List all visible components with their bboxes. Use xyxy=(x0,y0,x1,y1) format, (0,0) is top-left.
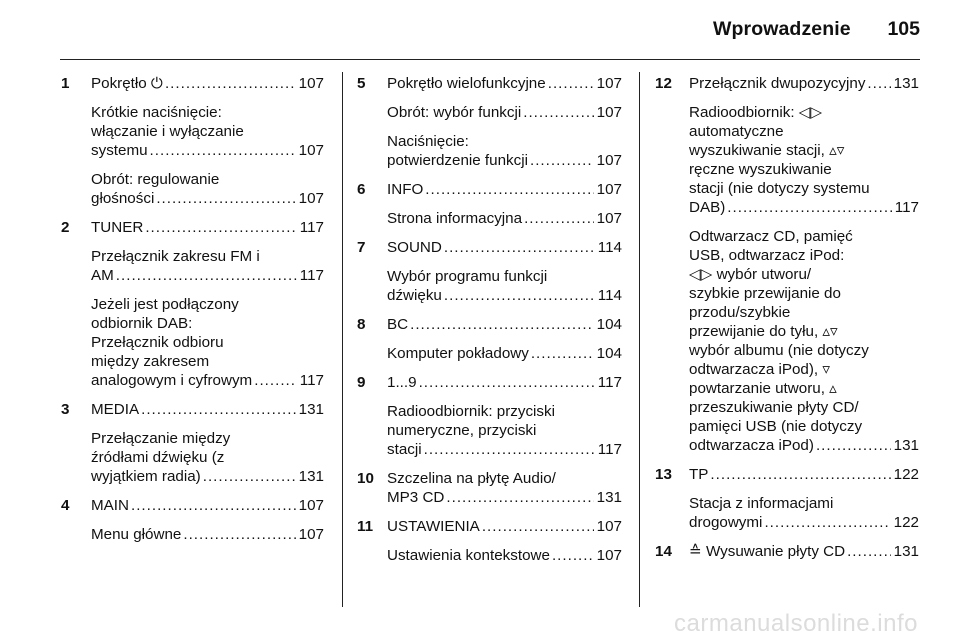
page-reference: 107 xyxy=(596,181,622,198)
toc-subentry xyxy=(655,494,919,532)
entry-leader-line xyxy=(91,74,324,93)
entry-text-line: Naciśnięcie: xyxy=(387,133,469,150)
page-reference: 131 xyxy=(893,543,919,560)
page-reference: 107 xyxy=(596,104,622,121)
entry-text-line: Radioodbiornik: przyciski xyxy=(387,403,555,420)
page-reference: 107 xyxy=(596,518,622,535)
dot-leader xyxy=(816,436,891,455)
dot-leader xyxy=(530,151,594,170)
entry-text-line: Ustawienia kontekstowe xyxy=(387,547,550,564)
entry-text-line: systemu xyxy=(91,142,148,159)
entry-text-line: Wybór programu funkcji xyxy=(387,268,548,285)
page-reference: 117 xyxy=(597,441,622,458)
dot-leader xyxy=(410,315,594,334)
entry-leader-line xyxy=(91,371,324,390)
entry-text-line: Przełącznik dwupozycyjny xyxy=(689,75,866,92)
toc-subentry xyxy=(61,170,324,208)
toc-subentry xyxy=(357,267,622,305)
entry-leader-line xyxy=(387,151,622,170)
page-reference: 131 xyxy=(298,401,324,418)
entry-leader-line xyxy=(91,400,324,419)
dot-leader xyxy=(444,238,595,257)
page-reference: 117 xyxy=(299,372,324,389)
dot-leader xyxy=(867,74,890,93)
dot-leader xyxy=(156,189,295,208)
entry-number: 2 xyxy=(61,219,70,236)
entry-leader-line xyxy=(387,238,622,257)
toc-entry-3 xyxy=(61,400,324,419)
entry-text-line: między zakresem xyxy=(91,353,210,370)
toc-subentry xyxy=(61,295,324,390)
entry-leader-line xyxy=(387,440,622,459)
entry-text-line: Szczelina na płytę Audio/ xyxy=(387,470,556,487)
entry-text-line: wyjątkiem radia) xyxy=(91,468,201,485)
entry-leader-line xyxy=(387,517,622,536)
page-reference: 117 xyxy=(894,199,919,216)
entry-text-line: ◁▷ wybór utworu/ xyxy=(689,266,812,283)
entry-leader-line xyxy=(689,542,919,561)
entry-number: 14 xyxy=(655,543,672,560)
page-reference: 107 xyxy=(596,210,622,227)
page-reference: 114 xyxy=(597,239,622,256)
entry-text-line: automatyczne xyxy=(689,123,784,140)
entry-number: 6 xyxy=(357,181,366,198)
page-reference: 107 xyxy=(298,526,324,543)
entry-number: 9 xyxy=(357,374,366,391)
entry-text-line: wybór albumu (nie dotyczy xyxy=(689,342,869,359)
entry-number: 11 xyxy=(357,518,374,535)
column-1 xyxy=(61,74,324,554)
dot-leader xyxy=(145,218,296,237)
toc-subentry xyxy=(61,247,324,285)
entry-text-line: INFO xyxy=(387,181,424,198)
page-reference: 117 xyxy=(597,374,622,391)
page-reference: 131 xyxy=(298,468,324,485)
page-reference: 107 xyxy=(298,497,324,514)
column-divider-2 xyxy=(639,72,640,607)
entry-number: 12 xyxy=(655,75,672,92)
page-reference: 107 xyxy=(596,547,622,564)
page-reference: 104 xyxy=(596,345,622,362)
entry-leader-line xyxy=(689,198,919,217)
entry-number: 5 xyxy=(357,75,366,92)
toc-entry-10 xyxy=(357,469,622,507)
entry-text-line: odtwarzacza iPod) xyxy=(689,437,814,454)
entry-leader-line xyxy=(91,141,324,160)
toc-subentry xyxy=(61,525,324,544)
entry-leader-line xyxy=(387,344,622,363)
page-reference: 107 xyxy=(298,190,324,207)
entry-text-line: Obrót: wybór funkcji xyxy=(387,104,522,121)
entry-text-line: potwierdzenie funkcji xyxy=(387,152,528,169)
toc-subentry xyxy=(357,103,622,122)
entry-text-line: ≙ Wysuwanie płyty CD xyxy=(689,543,846,560)
entry-number: 1 xyxy=(61,75,70,92)
entry-text-line: AM xyxy=(91,267,114,284)
dot-leader xyxy=(764,513,890,532)
page-number: 105 xyxy=(887,18,920,40)
entry-text-line: 1...9 xyxy=(387,374,417,391)
entry-text-line: przeszukiwanie płyty CD/ xyxy=(689,399,859,416)
entry-text-line: Obrót: regulowanie xyxy=(91,171,220,188)
entry-text-line: pamięci USB (nie dotyczy xyxy=(689,418,863,435)
entry-text-line: odtwarzacza iPod), ▿ xyxy=(689,361,830,378)
entry-text-line: SOUND xyxy=(387,239,442,256)
entry-text-line: MP3 CD xyxy=(387,489,445,506)
entry-text-line: stacji (nie dotyczy systemu xyxy=(689,180,870,197)
entry-text-line: Radioodbiornik: ◁▷ xyxy=(689,104,823,121)
dot-leader xyxy=(710,465,890,484)
entry-text-line: Przełącznik odbioru xyxy=(91,334,224,351)
page-reference: 107 xyxy=(298,75,324,92)
dot-leader xyxy=(444,286,595,305)
toc-subentry xyxy=(655,227,919,455)
entry-leader-line xyxy=(387,74,622,93)
page-reference: 122 xyxy=(893,514,919,531)
dot-leader xyxy=(183,525,295,544)
entry-text-line: TUNER xyxy=(91,219,144,236)
page-reference: 107 xyxy=(596,152,622,169)
column-3 xyxy=(655,74,919,571)
entry-text-line: powtarzanie utworu, ▵ xyxy=(689,380,837,397)
dot-leader xyxy=(482,517,594,536)
dot-leader xyxy=(203,467,296,486)
entry-leader-line xyxy=(387,546,622,565)
entry-text-line: źródłami dźwięku (z xyxy=(91,449,225,466)
entry-leader-line xyxy=(689,436,919,455)
entry-text-line: stacji xyxy=(387,441,422,458)
toc-subentry xyxy=(357,344,622,363)
entry-text-line: włączanie i wyłączanie xyxy=(91,123,244,140)
entry-text-line: przewijanie do tyłu, ▵▿ xyxy=(689,323,838,340)
entry-leader-line xyxy=(91,266,324,285)
entry-number: 7 xyxy=(357,239,366,256)
page-reference: 107 xyxy=(298,142,324,159)
entry-text-line: Strona informacyjna xyxy=(387,210,523,227)
dot-leader xyxy=(424,440,595,459)
entry-text-line: Pokrętło ⏻ xyxy=(91,75,163,92)
toc-subentry xyxy=(357,402,622,459)
toc-subentry xyxy=(655,103,919,217)
entry-text-line: dźwięku xyxy=(387,287,442,304)
entry-text-line: odbiornik DAB: xyxy=(91,315,193,332)
entry-text-line: USTAWIENIA xyxy=(387,518,480,535)
entry-text-line: USB, odtwarzacz iPod: xyxy=(689,247,845,264)
page-reference: 104 xyxy=(596,316,622,333)
entry-text-line: analogowym i cyfrowym xyxy=(91,372,253,389)
entry-text-line: BC xyxy=(387,316,409,333)
toc-subentry xyxy=(357,209,622,228)
entry-text-line: Krótkie naciśnięcie: xyxy=(91,104,222,121)
toc-subentry xyxy=(357,132,622,170)
entry-text-line: Odtwarzacz CD, pamięć xyxy=(689,228,853,245)
entry-text-line: numeryczne, przyciski xyxy=(387,422,537,439)
watermark: carmanualsonline.info xyxy=(674,610,918,637)
entry-text-line: Komputer pokładowy xyxy=(387,345,529,362)
page-reference: 117 xyxy=(299,219,324,236)
dot-leader xyxy=(131,496,296,515)
toc-entry-2 xyxy=(61,218,324,237)
column-divider-1 xyxy=(342,72,343,607)
dot-leader xyxy=(425,180,593,199)
toc-entry-11 xyxy=(357,517,622,536)
entry-number: 4 xyxy=(61,497,70,514)
entry-text-line: przodu/szybkie xyxy=(689,304,791,321)
entry-number: 8 xyxy=(357,316,366,333)
entry-leader-line xyxy=(91,525,324,544)
entry-text-line: MEDIA xyxy=(91,401,140,418)
entry-leader-line xyxy=(387,373,622,392)
entry-text-line: Przełączanie między xyxy=(91,430,231,447)
entry-text-line: drogowymi xyxy=(689,514,763,531)
entry-leader-line xyxy=(689,465,919,484)
toc-entry-8 xyxy=(357,315,622,334)
entry-text-line: TP xyxy=(689,466,709,483)
entry-leader-line xyxy=(689,74,919,93)
page-reference: 122 xyxy=(893,466,919,483)
toc-entry-13 xyxy=(655,465,919,484)
entry-leader-line xyxy=(387,315,622,334)
entry-text-line: Stacja z informacjami xyxy=(689,495,834,512)
toc-subentry xyxy=(61,429,324,486)
entry-text-line: Pokrętło wielofunkcyjne xyxy=(387,75,546,92)
entry-leader-line xyxy=(91,218,324,237)
entry-number: 10 xyxy=(357,470,374,487)
dot-leader xyxy=(165,74,296,93)
entry-number: 3 xyxy=(61,401,70,418)
page-reference: 117 xyxy=(299,267,324,284)
dot-leader xyxy=(552,546,594,565)
entry-text-line: MAIN xyxy=(91,497,129,514)
toc-entry-4 xyxy=(61,496,324,515)
dot-leader xyxy=(847,542,891,561)
dot-leader xyxy=(116,266,297,285)
entry-text-line: głośności xyxy=(91,190,155,207)
toc-subentry xyxy=(61,103,324,160)
toc-subentry xyxy=(357,546,622,565)
entry-leader-line xyxy=(387,103,622,122)
page-reference: 131 xyxy=(893,75,919,92)
dot-leader xyxy=(548,74,594,93)
entry-leader-line xyxy=(387,180,622,199)
dot-leader xyxy=(419,373,595,392)
header-rule xyxy=(60,59,920,60)
entry-leader-line xyxy=(387,209,622,228)
dot-leader xyxy=(446,488,593,507)
entry-text-line: wyszukiwanie stacji, ▵▿ xyxy=(689,142,845,159)
page-reference: 131 xyxy=(893,437,919,454)
dot-leader xyxy=(531,344,594,363)
toc-entry-14 xyxy=(655,542,919,561)
dot-leader xyxy=(141,400,296,419)
dot-leader xyxy=(150,141,296,160)
dot-leader xyxy=(254,371,297,390)
toc-entry-6 xyxy=(357,180,622,199)
page-title: Wprowadzenie xyxy=(713,18,851,40)
entry-text-line: Przełącznik zakresu FM i xyxy=(91,248,260,265)
entry-number: 13 xyxy=(655,466,672,483)
column-2 xyxy=(357,74,622,575)
toc-entry-7 xyxy=(357,238,622,257)
entry-text-line: DAB) xyxy=(689,199,726,216)
dot-leader xyxy=(524,209,594,228)
dot-leader xyxy=(523,103,593,122)
toc-entry-9 xyxy=(357,373,622,392)
entry-text-line: szybkie przewijanie do xyxy=(689,285,841,302)
entry-leader-line xyxy=(91,496,324,515)
page-reference: 114 xyxy=(597,287,622,304)
entry-leader-line xyxy=(91,189,324,208)
entry-text-line: ręczne wyszukiwanie xyxy=(689,161,832,178)
entry-leader-line xyxy=(689,513,919,532)
toc-entry-5 xyxy=(357,74,622,93)
entry-leader-line xyxy=(387,488,622,507)
entry-leader-line xyxy=(91,467,324,486)
entry-text-line: Menu główne xyxy=(91,526,182,543)
entry-text-line: Jeżeli jest podłączony xyxy=(91,296,239,313)
entry-leader-line xyxy=(387,286,622,305)
toc-entry-1 xyxy=(61,74,324,93)
page-reference: 131 xyxy=(596,489,622,506)
page-reference: 107 xyxy=(596,75,622,92)
dot-leader xyxy=(727,198,891,217)
toc-entry-12 xyxy=(655,74,919,93)
